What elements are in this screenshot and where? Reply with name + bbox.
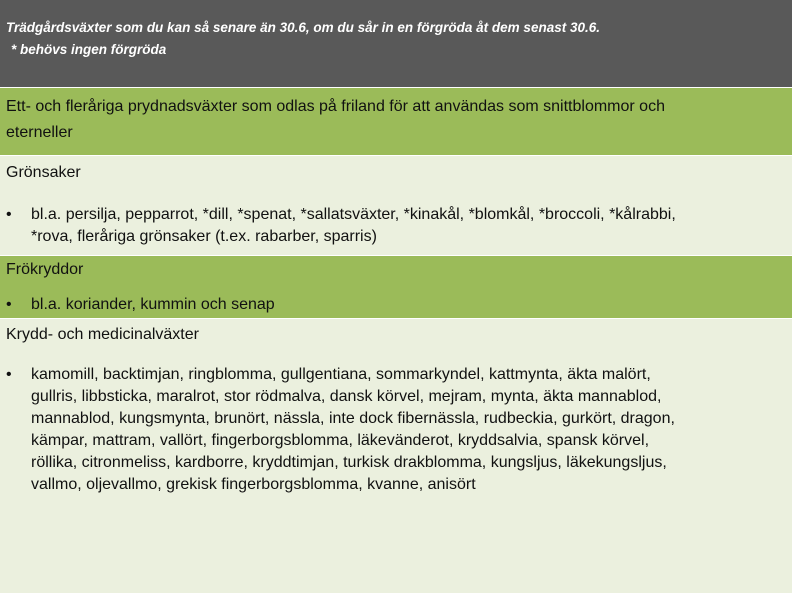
list-item-text: kamomill, backtimjan, ringblomma, gullgentiana, sommarkyndel, kattmynta, äkta malört,	[31, 366, 651, 383]
category-title-seed-herbs: Frökryddor	[6, 261, 84, 278]
row-herbs-medicinal	[0, 319, 792, 594]
list-item-text: bl.a. koriander, kummin och senap	[31, 296, 275, 313]
row-ornamental-plants	[0, 88, 792, 156]
header-note: * behövs ingen förgröda	[11, 42, 167, 57]
list-item-text: gullris, libbsticka, maralrot, stor rödmalva, dansk körvel, mejram, mynta, äkta mannablod,	[31, 388, 662, 405]
bullet-icon: •	[6, 296, 12, 313]
category-title-ornamental: Ett- och fleråriga prydnadsväxter som odlas på friland för att användas som snittblommor och eterneller	[6, 98, 665, 141]
list-item-text: *rova, fleråriga grönsaker (t.ex. rabarber, sparris)	[31, 228, 377, 245]
list-item-text: kämpar, mattram, vallört, fingerborgsblomma, läkevänderot, kryddsalvia, spansk körvel,	[31, 432, 650, 449]
category-title-herbs-medicinal: Krydd- och medicinalväxter	[6, 326, 199, 343]
list-item-text: röllika, citronmeliss, kardborre, kryddtimjan, turkisk drakblomma, kungsljus, läkekungsljus,	[31, 454, 667, 471]
list-item-text: vallmo, oljevallmo, grekisk fingerborgsblomma, kvanne, anisört	[31, 476, 476, 493]
list-item-text: mannablod, kungsmynta, brunört, nässla, inte dock fibernässla, rudbeckia, gurkört, dragon,	[31, 410, 675, 427]
table-header	[0, 0, 792, 88]
row-seed-herbs	[0, 256, 792, 319]
list-item-text: bl.a. persilja, pepparrot, *dill, *spenat, *sallatsväxter, *kinakål, *blomkål, *broccoli, *kålrabbi,	[31, 206, 676, 223]
row-vegetables	[0, 156, 792, 256]
bullet-icon: •	[6, 206, 12, 223]
category-title-vegetables: Grönsaker	[6, 164, 81, 181]
header-title: Trädgårdsväxter som du kan så senare än 30.6, om du sår in en förgröda åt dem senast 30.6.	[6, 20, 600, 35]
bullet-icon: •	[6, 366, 12, 383]
